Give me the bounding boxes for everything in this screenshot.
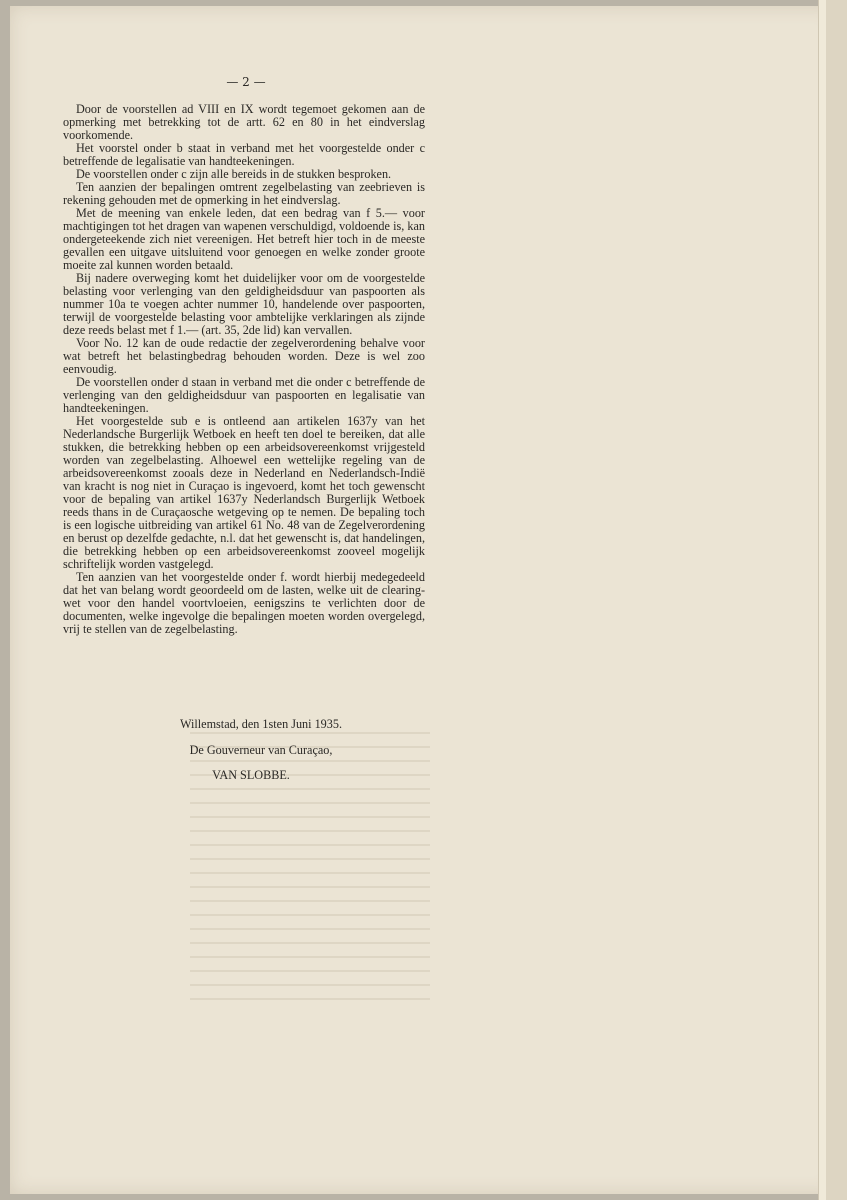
paragraph: Bij nadere overweging komt het duidelijker voor om de voorgestelde belasting voor verlenging van den geldigheidsduur van paspoorten als nummer 10a te voegen achter nummer 10, handelende over paspoorten, terwijl de voorgestelde belasting voor ambtelijke verklaringen als zijnde deze reeds belast met f 1.— (art. 35, 2de lid) kan vervallen.: [63, 271, 425, 337]
paragraph: Door de voorstellen ad VIII en IX wordt tegemoet gekomen aan de opmerking met betrekking tot de artt. 62 en 80 in het eindverslag voorkomende.: [63, 102, 425, 142]
paragraph: Ten aanzien van het voorgestelde onder f. wordt hierbij medegedeeld dat het van belang wordt geoordeeld om de lasten, welke uit de clearing-wet voor den handel voortvloeien, eenigszins te verlichten door de documenten, welke ingevolge die bepalingen moeten worden overgelegd, vrij te stellen van de zegelbelasting.: [63, 570, 425, 636]
letter-body: [63, 103, 425, 636]
place-date: Willemstad, den 1sten Juni 1935.: [180, 717, 342, 731]
reverse-side-bleed-through: [500, 78, 740, 106]
page-number: — 2 —: [226, 75, 266, 89]
paragraph: Het voorstel onder b staat in verband met het voorgestelde onder c betreffende de legalisatie van handteekeningen.: [63, 141, 425, 168]
paragraph: Het voorgestelde sub e is ontleend aan artikelen 1637y van het Nederlandsche Burgerlijk Wetboek en heeft ten doel te bereiken, dat alle stukken, die betrekking hebben op een arbeidsovereenkomst vrijgesteld worden van zegelbelasting. Alhoewel een wettelijke regeling van de arbeidsovereenkomst zooals deze in Nederland en Nederlandsch-Indië van kracht is nog niet in Curaçao is ingevoerd, komt het toch gewenscht voor de bepaling van artikel 1637y Nederlandsch Burgerlijk Wetboek reeds thans in de Curaçaosche wetgeving op te nemen. De bepaling toch is een logische uitbreiding van artikel 61 No. 48 van de Zegelverordening en berust op dezelfde gedachte, n.l. dat het gewenscht is, dat handelingen, die betrekking hebben op een arbeidsovereenkomst zooveel mogelijk schriftelijk worden vastgelegd.: [63, 414, 425, 571]
adjacent-page-fold: [826, 0, 847, 1200]
paragraph: Met de meening van enkele leden, dat een bedrag van f 5.— voor machtigingen tot het dragen van wapenen verschuldigd, voldoende is, kan ondergeteekende zich niet vereenigen. Het betreft hier toch in de meeste gevallen een uitgave uitsluitend voor genoegen en welke zonder groote moeite zal kunnen worden betaald.: [63, 206, 425, 272]
paragraph: Voor No. 12 kan de oude redactie der zegelverordening behalve voor wat betreft het belastingbedrag behouden worden. Deze is wel zoo eenvoudig.: [63, 336, 425, 376]
signer-title: De Gouverneur van Curaçao,: [189, 743, 333, 757]
paragraph: Ten aanzien der bepalingen omtrent zegelbelasting van zeebrieven is rekening gehouden met de opmerking in het eindverslag.: [63, 180, 425, 207]
paragraph: De voorstellen onder c zijn alle bereids in de stukken besproken.: [76, 167, 392, 181]
signer-name: VAN SLOBBE.: [212, 768, 290, 782]
paragraph: De voorstellen onder d staan in verband met die onder c betreffende de verlenging van den geldigheidsduur van paspoorten en legalisatie van handteekeningen.: [63, 375, 425, 415]
